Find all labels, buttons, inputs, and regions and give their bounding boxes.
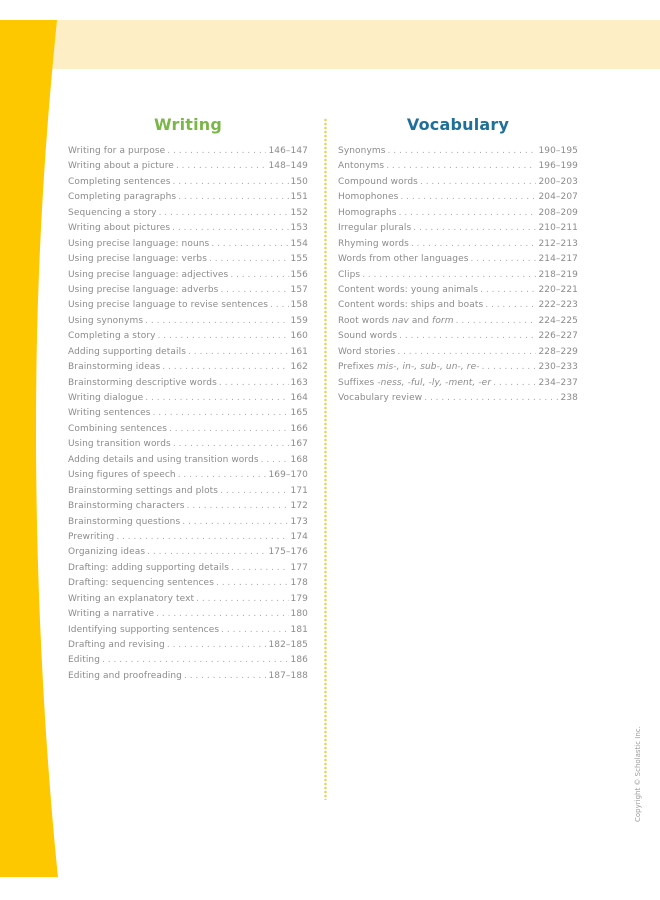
toc-entry-title: Drafting and revising bbox=[68, 640, 165, 650]
dot-leader bbox=[176, 159, 266, 174]
toc-page-number: 169–170 bbox=[268, 470, 308, 481]
toc-entry bbox=[68, 391, 308, 406]
toc-entry-title: Using precise language: adverbs bbox=[68, 284, 219, 295]
toc-entry bbox=[338, 283, 578, 298]
toc-entry-title: Adding details and using transition words bbox=[68, 454, 259, 465]
toc-entry bbox=[338, 221, 578, 236]
dot-leader bbox=[156, 607, 288, 622]
toc-entry bbox=[338, 144, 578, 159]
dot-leader bbox=[420, 175, 536, 190]
toc-entry bbox=[68, 669, 308, 684]
toc-page-number: 182–185 bbox=[268, 640, 308, 650]
toc-entry-title: Suffixes -ness, -ful, -ly, -ment, -er bbox=[338, 377, 492, 388]
dot-leader bbox=[209, 252, 289, 267]
toc-page-number: 179 bbox=[290, 593, 308, 604]
dot-leader bbox=[184, 669, 266, 684]
toc-entry bbox=[338, 345, 578, 360]
toc-page-number: 172 bbox=[290, 501, 308, 512]
toc-page-number: 218–219 bbox=[538, 269, 578, 280]
toc-page-number: 222–223 bbox=[538, 300, 578, 311]
toc-entry bbox=[68, 561, 308, 576]
toc-entry-title: Antonyms bbox=[338, 161, 385, 172]
toc-entry-title: Drafting: adding supporting details bbox=[68, 562, 230, 573]
toc-entry bbox=[338, 252, 578, 267]
toc-entry-title: Editing bbox=[68, 655, 101, 666]
dot-leader bbox=[411, 237, 536, 252]
toc-entry-title: Root words nav and form bbox=[338, 315, 454, 326]
toc-entry bbox=[338, 175, 578, 190]
toc-entry-title: Completing a story bbox=[68, 331, 156, 342]
dot-leader bbox=[178, 190, 288, 205]
toc-page-number: 150 bbox=[290, 176, 308, 187]
dot-leader bbox=[270, 298, 288, 313]
toc-entry bbox=[338, 206, 578, 221]
dot-leader bbox=[162, 360, 288, 375]
dot-leader bbox=[482, 360, 537, 375]
toc-entry-title: Drafting: sequencing sentences bbox=[68, 578, 214, 589]
toc-entry-title: Editing and proofreading bbox=[68, 670, 182, 681]
toc-page-number: 151 bbox=[290, 192, 308, 203]
toc-entry bbox=[68, 530, 308, 545]
dot-leader bbox=[362, 268, 536, 283]
writing-section bbox=[68, 114, 308, 684]
toc-entry bbox=[68, 592, 308, 607]
toc-entry bbox=[338, 391, 578, 406]
dot-leader bbox=[220, 283, 288, 298]
toc-entry-title: Synonyms bbox=[338, 146, 386, 156]
toc-entry bbox=[68, 499, 308, 514]
dot-leader bbox=[413, 221, 536, 236]
toc-page-number: 158 bbox=[290, 300, 308, 311]
dot-leader bbox=[399, 329, 536, 344]
toc-entry-title: Rhyming words bbox=[338, 238, 409, 249]
dot-leader bbox=[216, 576, 289, 591]
dot-leader bbox=[211, 237, 288, 252]
vocabulary-section bbox=[338, 114, 578, 406]
toc-entry-title: Using synonyms bbox=[68, 315, 144, 326]
toc-entry-title: Identifying supporting sentences bbox=[68, 624, 220, 635]
toc-page-number: 220–221 bbox=[538, 284, 578, 295]
dot-leader bbox=[169, 422, 288, 437]
toc-entry-title: Brainstorming questions bbox=[68, 516, 181, 527]
toc-entry-title: Using precise language to revise sentences bbox=[68, 300, 269, 311]
dot-leader bbox=[386, 159, 536, 174]
writing-heading: Writing bbox=[153, 115, 223, 134]
toc-entry-title: Prewriting bbox=[68, 531, 115, 542]
toc-page-number: 212–213 bbox=[538, 238, 578, 249]
dot-leader bbox=[231, 561, 288, 576]
toc-entry-title: Vocabulary review bbox=[338, 393, 423, 403]
toc-page-number: 200–203 bbox=[538, 176, 578, 187]
dot-leader bbox=[221, 623, 288, 638]
toc-entry bbox=[68, 515, 308, 530]
dot-leader bbox=[456, 314, 537, 329]
dot-leader bbox=[153, 406, 289, 421]
toc-entry bbox=[68, 345, 308, 360]
toc-page-number: 204–207 bbox=[538, 192, 578, 203]
dot-leader bbox=[116, 530, 288, 545]
toc-page-number: 148–149 bbox=[268, 161, 308, 172]
toc-entry-title: Homographs bbox=[338, 207, 397, 218]
dot-leader bbox=[102, 653, 288, 668]
dot-leader bbox=[173, 437, 289, 452]
dot-leader bbox=[424, 391, 558, 406]
toc-entry bbox=[68, 376, 308, 391]
dot-leader bbox=[167, 144, 266, 159]
toc-page-number: 181 bbox=[290, 624, 308, 635]
vocabulary-toc-list bbox=[338, 144, 578, 406]
toc-entry bbox=[68, 545, 308, 560]
toc-page-number: 167 bbox=[290, 439, 308, 450]
dot-leader bbox=[158, 329, 289, 344]
toc-entry-title: Prefixes mis-, in-, sub-, un-, re- bbox=[338, 362, 480, 373]
toc-entry-title: Using figures of speech bbox=[68, 470, 176, 481]
toc-page-number: 178 bbox=[290, 578, 308, 589]
toc-entry bbox=[338, 190, 578, 205]
toc-entry-title: Writing an explanatory text bbox=[68, 593, 195, 604]
dot-leader bbox=[230, 268, 288, 283]
toc-entry bbox=[338, 314, 578, 329]
toc-entry-title: Content words: young animals bbox=[338, 284, 479, 295]
toc-entry-title: Writing about a picture bbox=[68, 161, 174, 172]
toc-page-number: 154 bbox=[290, 238, 308, 249]
toc-entry bbox=[68, 221, 308, 236]
toc-entry bbox=[68, 298, 308, 313]
toc-entry bbox=[68, 653, 308, 668]
toc-page-number: 157 bbox=[290, 284, 308, 295]
toc-entry bbox=[68, 453, 308, 468]
dot-leader bbox=[167, 638, 267, 653]
toc-entry-title: Brainstorming descriptive words bbox=[68, 377, 217, 388]
toc-entry bbox=[68, 268, 308, 283]
toc-page-number: 186 bbox=[290, 655, 308, 666]
toc-entry-title: Using precise language: verbs bbox=[68, 254, 208, 265]
toc-page-number: 208–209 bbox=[538, 207, 578, 218]
dot-leader bbox=[182, 515, 288, 530]
toc-page-number: 190–195 bbox=[538, 146, 578, 156]
dot-leader bbox=[471, 252, 537, 267]
toc-entry-title: Irregular plurals bbox=[338, 223, 412, 234]
toc-entry-title: Brainstorming settings and plots bbox=[68, 485, 219, 496]
toc-entry-title: Brainstorming characters bbox=[68, 501, 185, 512]
toc-page-number: 152 bbox=[290, 207, 308, 218]
toc-page-number: 164 bbox=[290, 393, 308, 403]
toc-entry bbox=[68, 237, 308, 252]
toc-page-number: 226–227 bbox=[538, 331, 578, 342]
toc-entry bbox=[338, 237, 578, 252]
toc-entry-title: Completing paragraphs bbox=[68, 192, 177, 203]
toc-entry-title: Combining sentences bbox=[68, 423, 168, 434]
dot-leader bbox=[188, 345, 288, 360]
dot-leader bbox=[178, 468, 267, 483]
toc-entry-title: Brainstorming ideas bbox=[68, 362, 161, 373]
toc-page-number: 146–147 bbox=[268, 146, 308, 156]
toc-entry-title: Homophones bbox=[338, 192, 399, 203]
toc-entry bbox=[68, 422, 308, 437]
dot-leader bbox=[145, 314, 288, 329]
dot-leader bbox=[400, 190, 536, 205]
toc-page-number: 228–229 bbox=[538, 346, 578, 357]
toc-entry bbox=[68, 283, 308, 298]
dot-leader bbox=[173, 175, 289, 190]
toc-entry-title: Using precise language: adjectives bbox=[68, 269, 229, 280]
dot-leader bbox=[172, 221, 288, 236]
dot-leader bbox=[388, 144, 537, 159]
toc-entry bbox=[68, 190, 308, 205]
toc-entry-title: Sequencing a story bbox=[68, 207, 157, 218]
toc-page-number: 174 bbox=[290, 531, 308, 542]
toc-page-number: 175–176 bbox=[268, 547, 308, 558]
toc-entry bbox=[338, 159, 578, 174]
toc-entry bbox=[338, 298, 578, 313]
toc-page-number: 166 bbox=[290, 423, 308, 434]
toc-page-number: 187–188 bbox=[268, 670, 308, 681]
dot-leader bbox=[159, 206, 289, 221]
toc-page-number: 153 bbox=[290, 223, 308, 234]
toc-page-number: 177 bbox=[290, 562, 308, 573]
toc-entry bbox=[68, 144, 308, 159]
toc-entry bbox=[68, 252, 308, 267]
toc-page-number: 214–217 bbox=[538, 254, 578, 265]
toc-entry-title: Writing for a purpose bbox=[68, 146, 166, 156]
toc-entry-title: Organizing ideas bbox=[68, 547, 146, 558]
toc-entry-title: Content words: ships and boats bbox=[338, 300, 484, 311]
toc-entry bbox=[68, 607, 308, 622]
writing-toc-list bbox=[68, 144, 308, 684]
toc-page-number: 230–233 bbox=[538, 362, 578, 373]
toc-entry bbox=[68, 329, 308, 344]
toc-entry bbox=[68, 406, 308, 421]
toc-entry-title: Sound words bbox=[338, 331, 398, 342]
toc-entry bbox=[338, 360, 578, 375]
toc-page-number: 196–199 bbox=[538, 161, 578, 172]
dot-leader bbox=[480, 283, 536, 298]
dot-leader bbox=[397, 345, 536, 360]
toc-entry bbox=[68, 314, 308, 329]
toc-entry bbox=[68, 360, 308, 375]
toc-page-number: 180 bbox=[290, 609, 308, 620]
toc-page-number: 168 bbox=[290, 454, 308, 465]
toc-entry bbox=[68, 175, 308, 190]
toc-entry-title: Writing dialogue bbox=[68, 393, 144, 403]
toc-entry bbox=[68, 468, 308, 483]
toc-page-number: 234–237 bbox=[538, 377, 578, 388]
toc-page-number: 238 bbox=[560, 393, 578, 403]
toc-entry bbox=[338, 268, 578, 283]
dot-leader bbox=[261, 453, 289, 468]
dotted-column-divider bbox=[324, 118, 327, 800]
toc-entry bbox=[68, 206, 308, 221]
toc-page-number: 162 bbox=[290, 362, 308, 373]
header-band bbox=[0, 20, 660, 69]
toc-entry-title: Using precise language: nouns bbox=[68, 238, 210, 249]
dot-leader bbox=[399, 206, 537, 221]
dot-leader bbox=[220, 484, 288, 499]
toc-entry-title: Words from other languages bbox=[338, 254, 469, 265]
vocabulary-heading: Vocabulary bbox=[406, 115, 510, 134]
toc-page-number: 210–211 bbox=[538, 223, 578, 234]
toc-entry bbox=[68, 623, 308, 638]
toc-entry-title: Word stories bbox=[338, 346, 396, 357]
toc-entry bbox=[68, 484, 308, 499]
toc-page-number: 173 bbox=[290, 516, 308, 527]
toc-entry-title: Writing a narrative bbox=[68, 609, 155, 620]
copyright-notice: Copyright © Scholastic Inc. bbox=[634, 726, 642, 822]
toc-entry bbox=[68, 159, 308, 174]
toc-entry bbox=[338, 329, 578, 344]
toc-page-number: 165 bbox=[290, 408, 308, 419]
toc-entry-title: Writing about pictures bbox=[68, 223, 171, 234]
dot-leader bbox=[145, 391, 288, 406]
dot-leader bbox=[187, 499, 289, 514]
toc-page-number: 163 bbox=[290, 377, 308, 388]
dot-leader bbox=[485, 298, 536, 313]
toc-entry bbox=[338, 376, 578, 391]
dot-leader bbox=[147, 545, 266, 560]
dot-leader bbox=[493, 376, 536, 391]
toc-page-number: 160 bbox=[290, 331, 308, 342]
toc-page-number: 224–225 bbox=[538, 315, 578, 326]
toc-entry-title: Clips bbox=[338, 269, 361, 280]
toc-entry-title: Compound words bbox=[338, 176, 418, 187]
toc-entry bbox=[68, 437, 308, 452]
toc-page-number: 156 bbox=[290, 269, 308, 280]
toc-entry-title: Completing sentences bbox=[68, 176, 171, 187]
toc-page-number: 159 bbox=[290, 315, 308, 326]
toc-page-number: 155 bbox=[290, 254, 308, 265]
toc-entry bbox=[68, 576, 308, 591]
toc-entry bbox=[68, 638, 308, 653]
toc-page-number: 171 bbox=[290, 485, 308, 496]
toc-entry-title: Writing sentences bbox=[68, 408, 151, 419]
toc-entry-title: Adding supporting details bbox=[68, 346, 187, 357]
toc-entry-title: Using transition words bbox=[68, 439, 171, 450]
dot-leader bbox=[219, 376, 289, 391]
dot-leader bbox=[196, 592, 288, 607]
toc-page-number: 161 bbox=[290, 346, 308, 357]
